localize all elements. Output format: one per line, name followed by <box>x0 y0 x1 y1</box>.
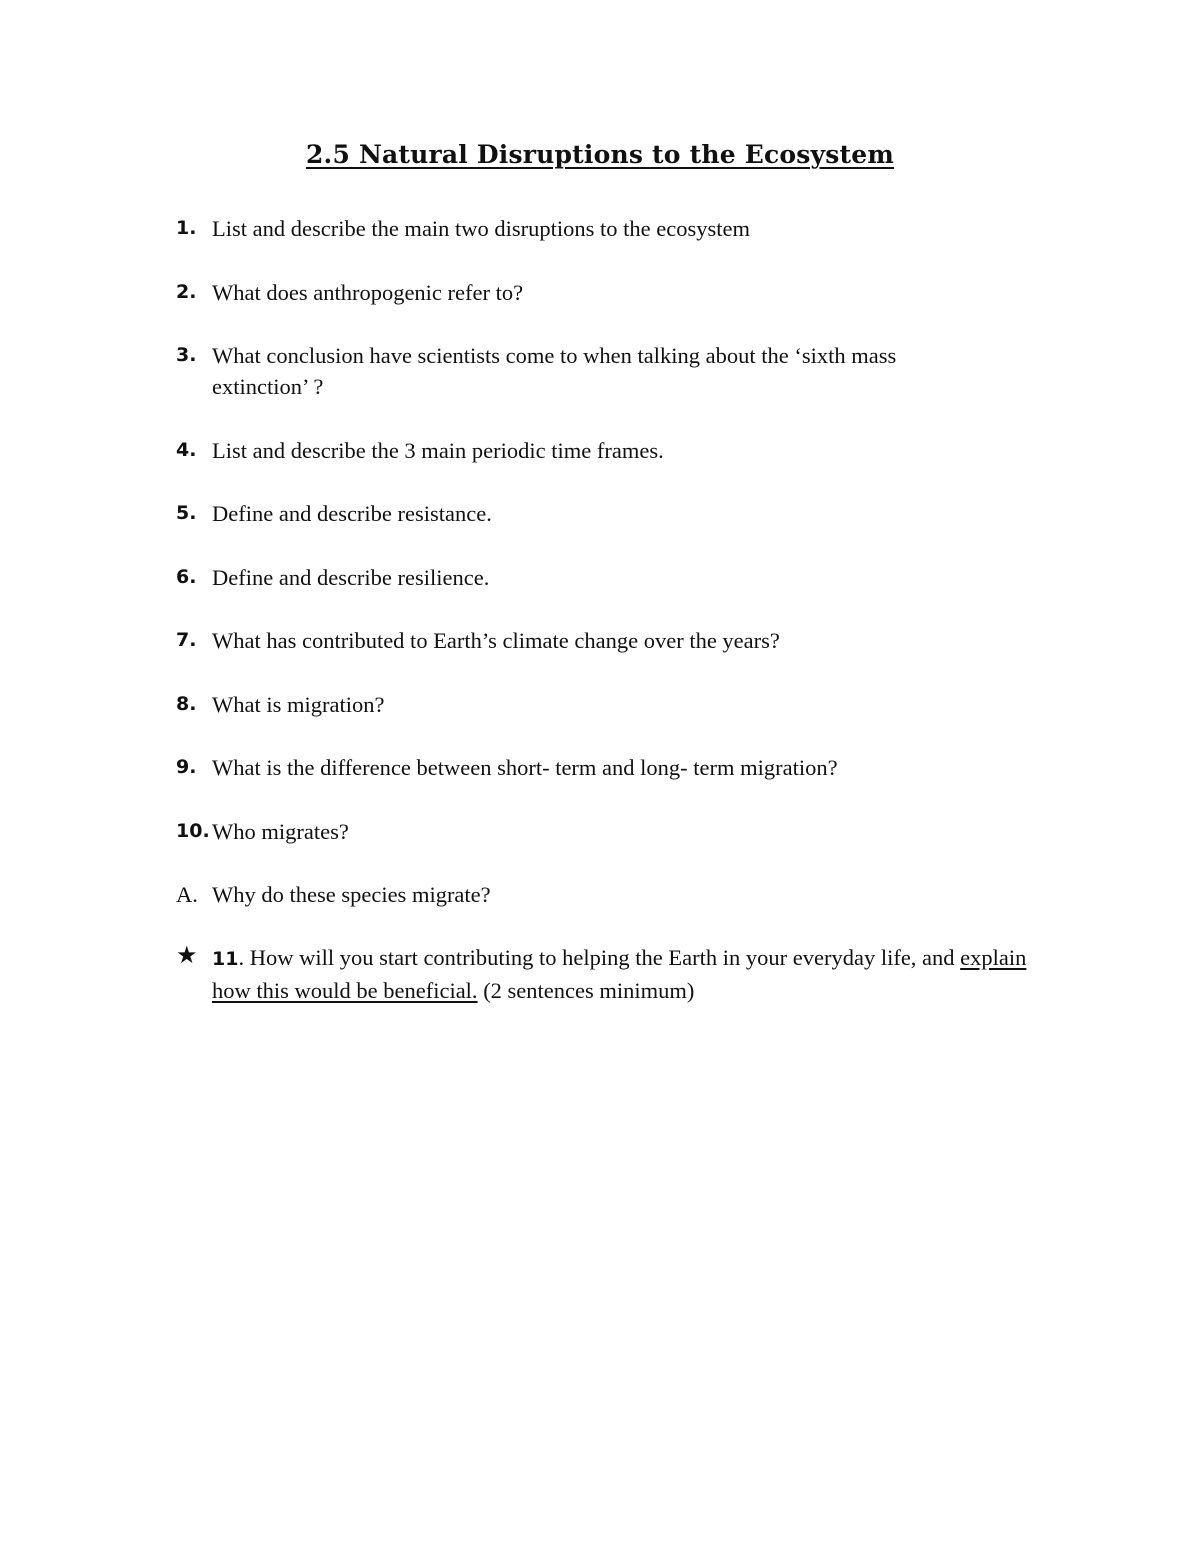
question-text: Why do these species migrate? <box>212 882 491 907</box>
question-5 <box>176 498 1056 529</box>
question-9 <box>176 752 1056 783</box>
question-2 <box>176 277 1056 308</box>
question-a <box>176 879 1056 910</box>
question-number: 1. <box>176 217 197 239</box>
question-3 <box>176 340 996 402</box>
question-text: What is migration? <box>212 692 385 717</box>
bonus-text-before: . How will you start contributing to helping the Earth in your everyday life, and <box>238 945 955 970</box>
star-icon: ★ <box>176 941 198 969</box>
question-7 <box>176 625 1056 656</box>
question-number: 10. <box>176 820 210 842</box>
question-text: What is the difference between short- term and long- term migration? <box>212 755 838 780</box>
question-text: Define and describe resistance. <box>212 501 492 526</box>
question-text: List and describe the 3 main periodic time frames. <box>212 438 664 463</box>
question-6 <box>176 562 1056 593</box>
question-text: What conclusion have scientists come to when talking about the ‘sixth mass extinction’ ? <box>212 343 897 399</box>
bonus-text <box>212 942 1046 1006</box>
question-4 <box>176 435 1056 466</box>
question-number: 5. <box>176 502 197 524</box>
question-number: 7. <box>176 629 197 651</box>
question-text: What has contributed to Earth’s climate change over the years? <box>212 628 780 653</box>
question-10 <box>176 816 1056 847</box>
bonus-underlined: explain how this would be beneficial. <box>212 945 1027 1003</box>
bonus-text-after: (2 sentences minimum) <box>477 978 695 1003</box>
bonus-question <box>176 942 1046 1006</box>
question-text: What does anthropogenic refer to? <box>212 280 524 305</box>
question-number: 3. <box>176 344 197 366</box>
question-text: List and describe the main two disruptions to the ecosystem <box>212 216 751 241</box>
bonus-number: 11 <box>212 948 239 970</box>
question-number: 8. <box>176 693 197 715</box>
question-text: Define and describe resilience. <box>212 565 490 590</box>
question-1 <box>176 213 1056 244</box>
page-title: 2.5 Natural Disruptions to the Ecosystem <box>305 140 895 169</box>
question-number: 2. <box>176 281 197 303</box>
question-text: Who migrates? <box>212 819 349 844</box>
question-number: 9. <box>176 756 197 778</box>
question-8 <box>176 689 1056 720</box>
question-letter: A. <box>176 882 198 907</box>
question-number: 6. <box>176 566 197 588</box>
question-number: 4. <box>176 439 197 461</box>
